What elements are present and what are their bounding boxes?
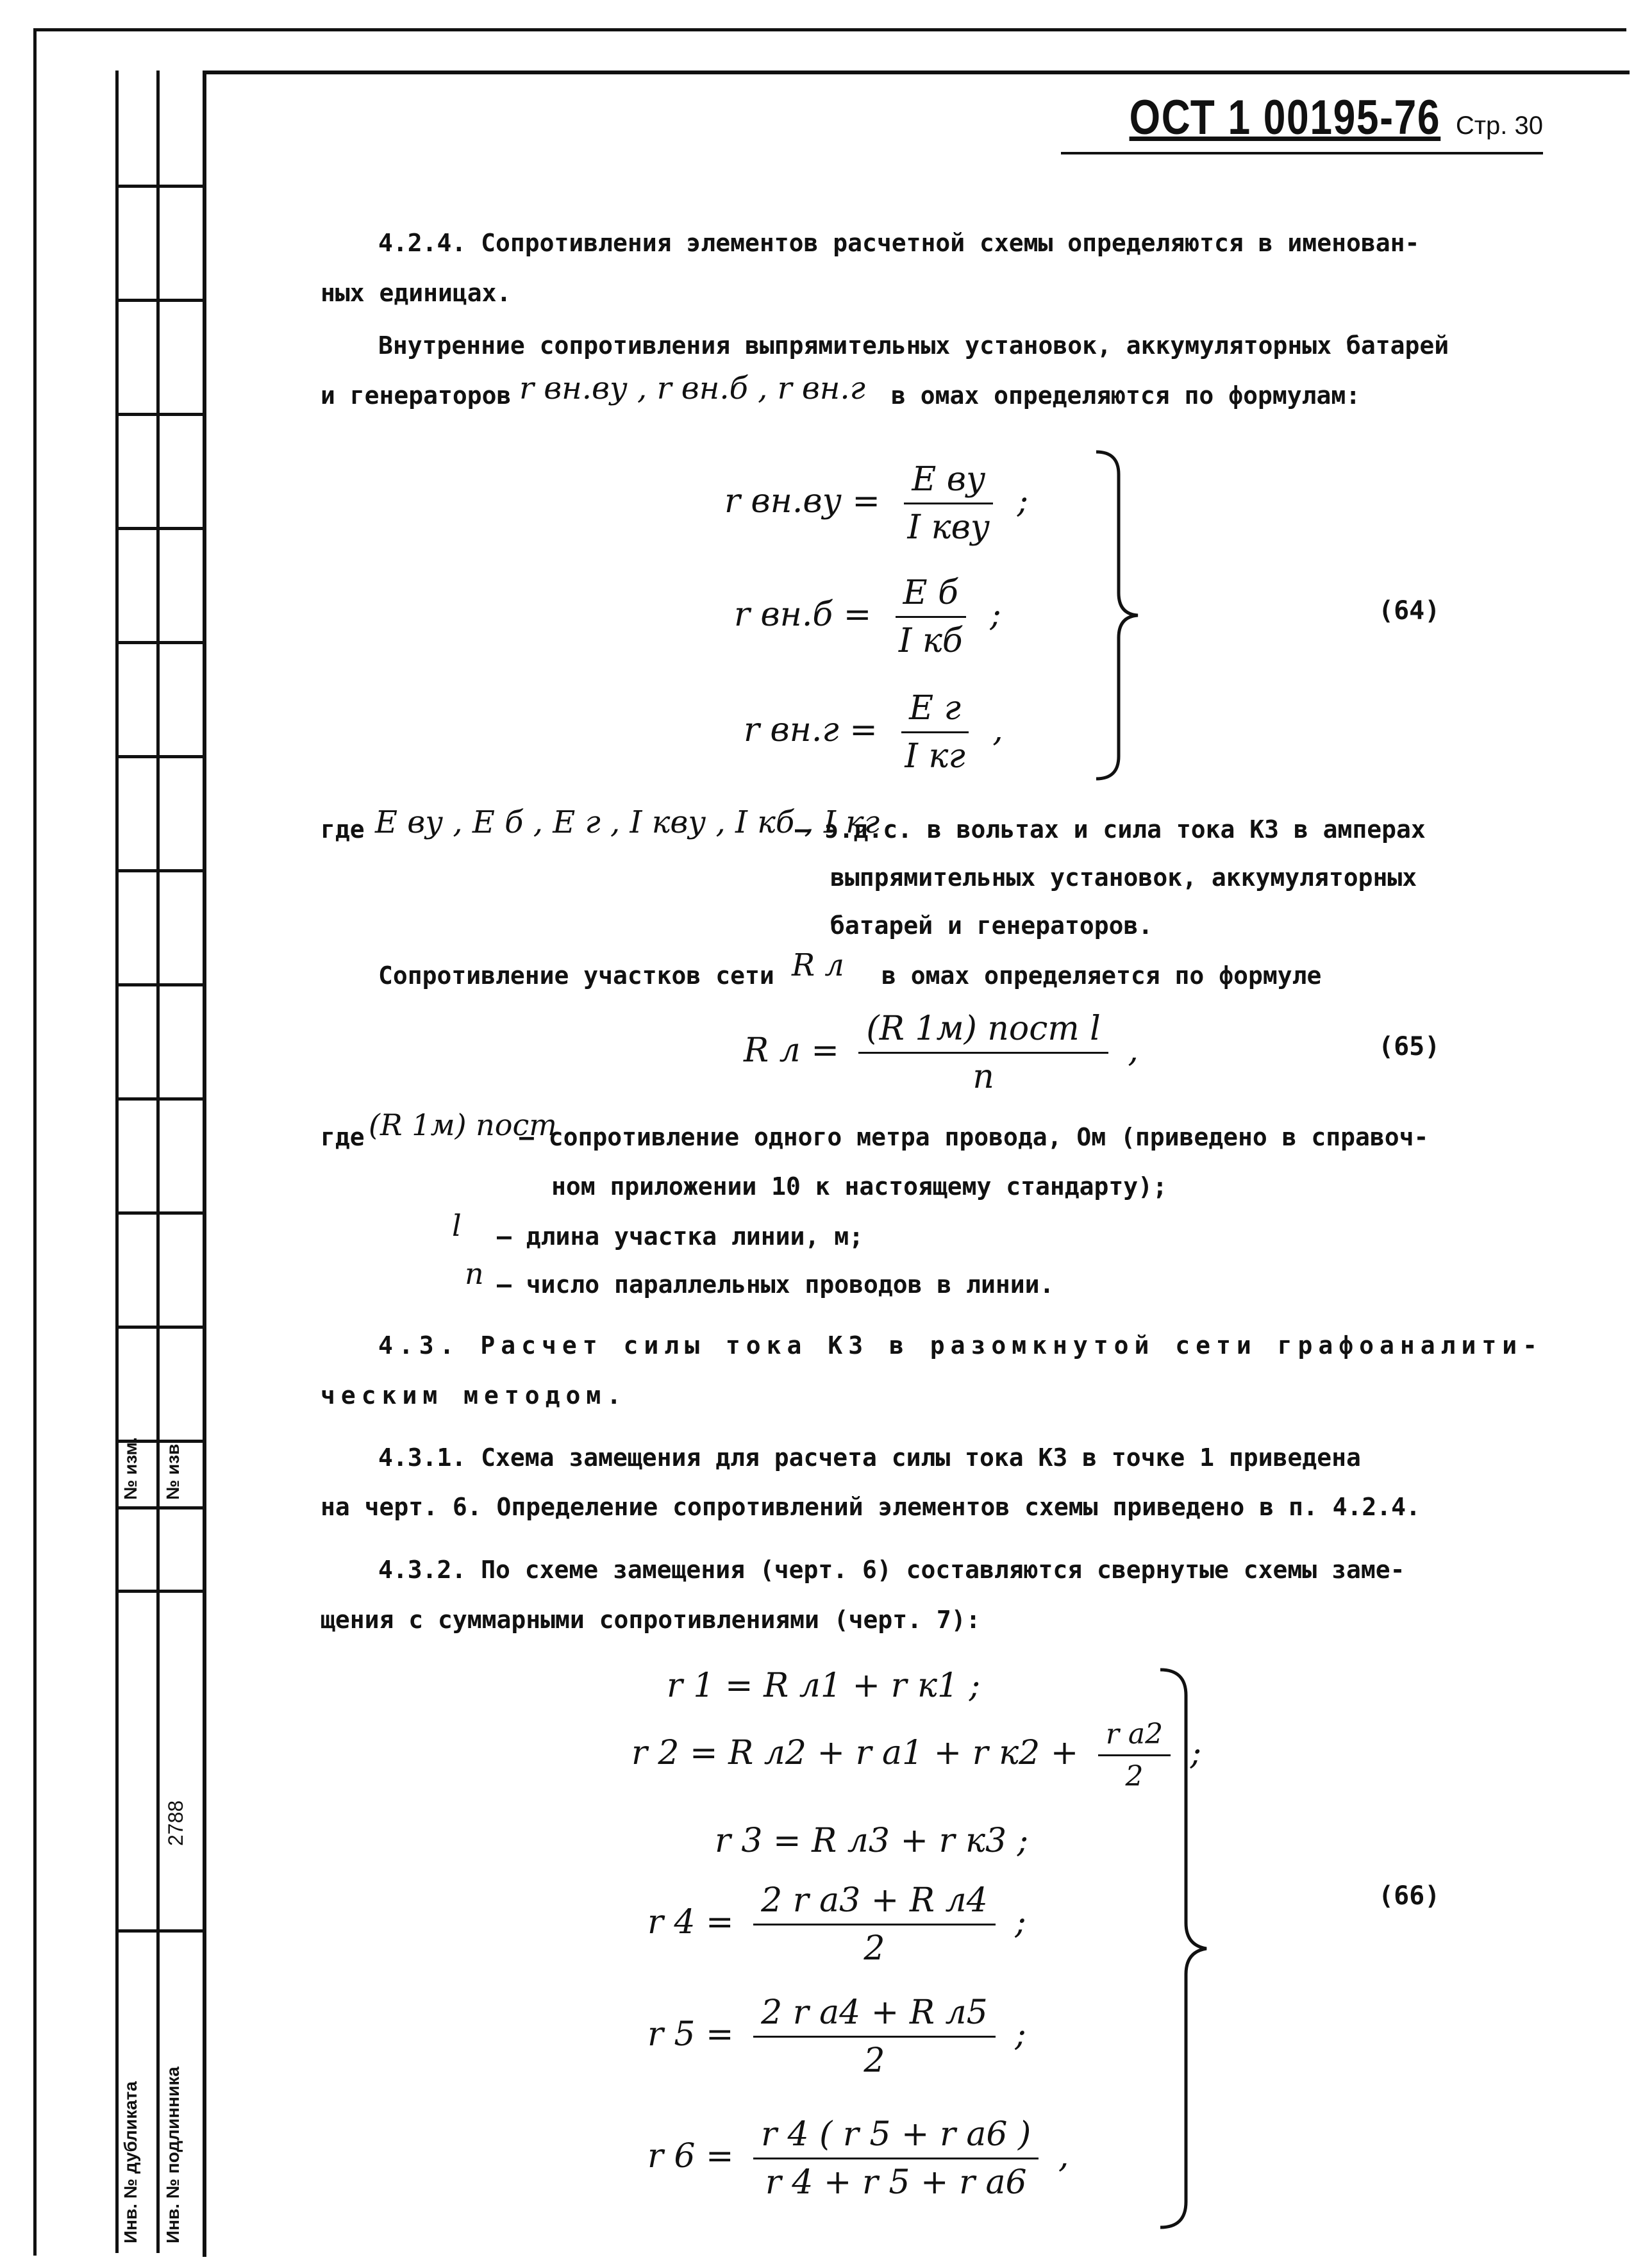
line-res-symbol: R л [792,947,844,983]
internal-line2-prefix: и генераторов [321,381,512,410]
f65-lhs: R л = [744,1031,839,1070]
f66-r4-fraction [753,1881,996,1968]
f65-den: n [972,1058,994,1096]
strip-row-line [115,299,203,302]
where65-desc1: – сопротивление одного метра провода, Ом (приведено в справоч- [519,1123,1429,1151]
f66-r6-lhs: r 6 = [647,2137,734,2175]
f64-row3-den: I кг [905,737,965,776]
f64-row2-end: ; [990,595,1001,634]
f66-r4-end: ; [1015,1903,1026,1942]
f66-brace [1154,1667,1212,2231]
f64-row1-num: E ву [904,460,993,504]
f64-brace [1090,449,1141,782]
strip-row-line [115,983,203,986]
f64-row1-fraction [900,460,998,547]
f66-r4-num: 2 r a3 + R л4 [753,1881,996,1925]
where64-prefix: где [321,815,365,844]
where64-desc1: – э.д.с. в вольтах и сила тока КЗ в амперах [795,815,1426,844]
where64-symbols: E ву , E б , E г , I кву , I кб , I кг [375,804,880,840]
strip-row-line [115,527,203,530]
strip-row-line [115,755,203,758]
f65-row [744,1010,1139,1096]
revision-strip [115,71,203,2253]
strip-row-line [115,1211,203,1215]
where64-desc3: батарей и генераторов. [830,911,1153,940]
internal-line1: Внутренние сопротивления выпрямительных установок, аккумуляторных батарей [378,331,1449,360]
f64-row3-end: , [992,711,1003,749]
s432-line1: 4.3.2. По схеме замещения (черт. 6) составляются свернутые схемы заме- [378,1556,1405,1584]
where65-desc2: ном приложении 10 к настоящему стандарту); [551,1172,1167,1201]
strip-col-line [115,71,119,2253]
f65-num: (R 1м) пост l [858,1010,1108,1054]
f66-r5-lhs: r 5 = [647,2015,734,2054]
strip-row-line [115,641,203,644]
where65-symbol: (R 1м) пост [369,1108,557,1142]
f66-r6-fraction [753,2115,1039,2202]
f64-row2-num: E б [896,574,966,618]
f66-r2-den: 2 [1125,1760,1144,1793]
where65-n-desc: – число параллельных проводов в линии. [497,1270,1055,1299]
eq-number-66: (66) [1378,1881,1440,1911]
f64-row2-fraction [891,574,971,660]
where65-l-symbol: l [452,1208,462,1243]
f66-r5-den: 2 [864,2042,885,2080]
f64-row1-den: I кву [907,508,990,547]
s424-line1: 4.2.4. Сопротивления элементов расчетной схемы определяются в именован- [378,229,1420,257]
f64-row2-den: I кб [898,622,963,660]
where65-prefix: где [321,1123,365,1151]
f66-r3: r 3 = R л3 + r к3 ; [715,1822,1029,1860]
f66-r5-num: 2 r a4 + R л5 [753,1993,996,2038]
line-res-prefix: Сопротивление участков сети [378,961,774,990]
f66-r4-den: 2 [864,1929,885,1968]
f64-row1-end: ; [1017,482,1029,520]
eq-number-64: (64) [1378,596,1440,626]
strip-row-line [115,869,203,872]
f64-row3-num: E г [901,689,969,733]
s432-line2: щения с суммарными сопротивлениями (черт. 7): [321,1606,981,1634]
where65-l-desc: – длина участка линии, м; [497,1222,864,1251]
f64-row1-lhs: r вн.ву = [724,482,880,520]
f66-r5 [647,1993,1026,2080]
where64-desc2: выпрямительных установок, аккумуляторных [830,863,1417,892]
label-dubl: Инв. № дубликата [121,2081,140,2243]
label-podl: Инв. № подлинника [163,2067,183,2243]
strip-row-line [115,1929,203,1933]
f66-r6-num: r 4 ( r 5 + r a6 ) [753,2115,1039,2159]
f64-row2-lhs: r вн.б = [734,595,872,634]
internal-line2-symbols: r вн.ву , r вн.б , r вн.г [519,370,865,406]
s424-line2: ных единицах. [321,279,512,307]
f65-fraction [858,1010,1108,1096]
line-res-suffix: в омах определяется по формуле [881,961,1322,990]
f64-row3-fraction [897,689,972,776]
strip-row-line [115,1506,203,1509]
strip-row-line [115,1326,203,1329]
f64-row1 [724,460,1028,547]
s43-line1: 4.3. Расчет силы тока КЗ в разомкнутой сети графоаналити- [378,1331,1544,1360]
s431-line1: 4.3.1. Схема замещения для расчета силы тока КЗ в точке 1 приведена [378,1443,1361,1472]
s43-line2: ческим методом. [321,1381,628,1410]
strip-col-line [156,71,160,2253]
f66-r6-den: r 4 + r 5 + r a6 [765,2163,1027,2202]
f66-r5-end: ; [1015,2015,1026,2054]
where65-n-symbol: n [465,1256,484,1291]
strip-row-line [115,185,203,188]
f66-r5-fraction [753,1993,996,2080]
f64-row2 [734,574,1001,660]
f66-r4 [647,1881,1026,1968]
f64-row3-lhs: r вн.г = [744,711,878,749]
s431-line2: на черт. 6. Определение сопротивлений элементов схемы приведено в п. 4.2.4. [321,1493,1421,1521]
label-izv: № изв. [163,1438,183,1500]
f66-r1: r 1 = R л1 + r к1 ; [667,1667,981,1705]
eq-number-65: (65) [1378,1032,1440,1061]
f66-r6-end: , [1058,2137,1069,2175]
strip-row-line [115,1590,203,1593]
internal-line2-suffix: в омах определяются по формулам: [891,381,1361,410]
strip-row-line [115,413,203,416]
archive-number: 2788 [164,1800,187,1846]
page-number: Стр. 30 [1455,112,1543,140]
doc-code: ОСТ 1 00195-76 [1129,90,1440,145]
f66-r4-lhs: r 4 = [647,1903,734,1942]
f66-r2-end: ; [1190,1734,1202,1772]
f66-r2-num: r a2 [1098,1718,1171,1756]
f66-r2-main: r 2 = R л2 + r a1 + r к2 + [631,1734,1079,1772]
f64-row3 [744,689,1003,776]
label-izm: № изм. [121,1437,140,1500]
f66-r6 [647,2115,1069,2202]
f65-end: , [1128,1031,1139,1070]
page-header [1061,90,1543,154]
strip-row-line [115,1097,203,1101]
f66-r2 [631,1718,1201,1793]
